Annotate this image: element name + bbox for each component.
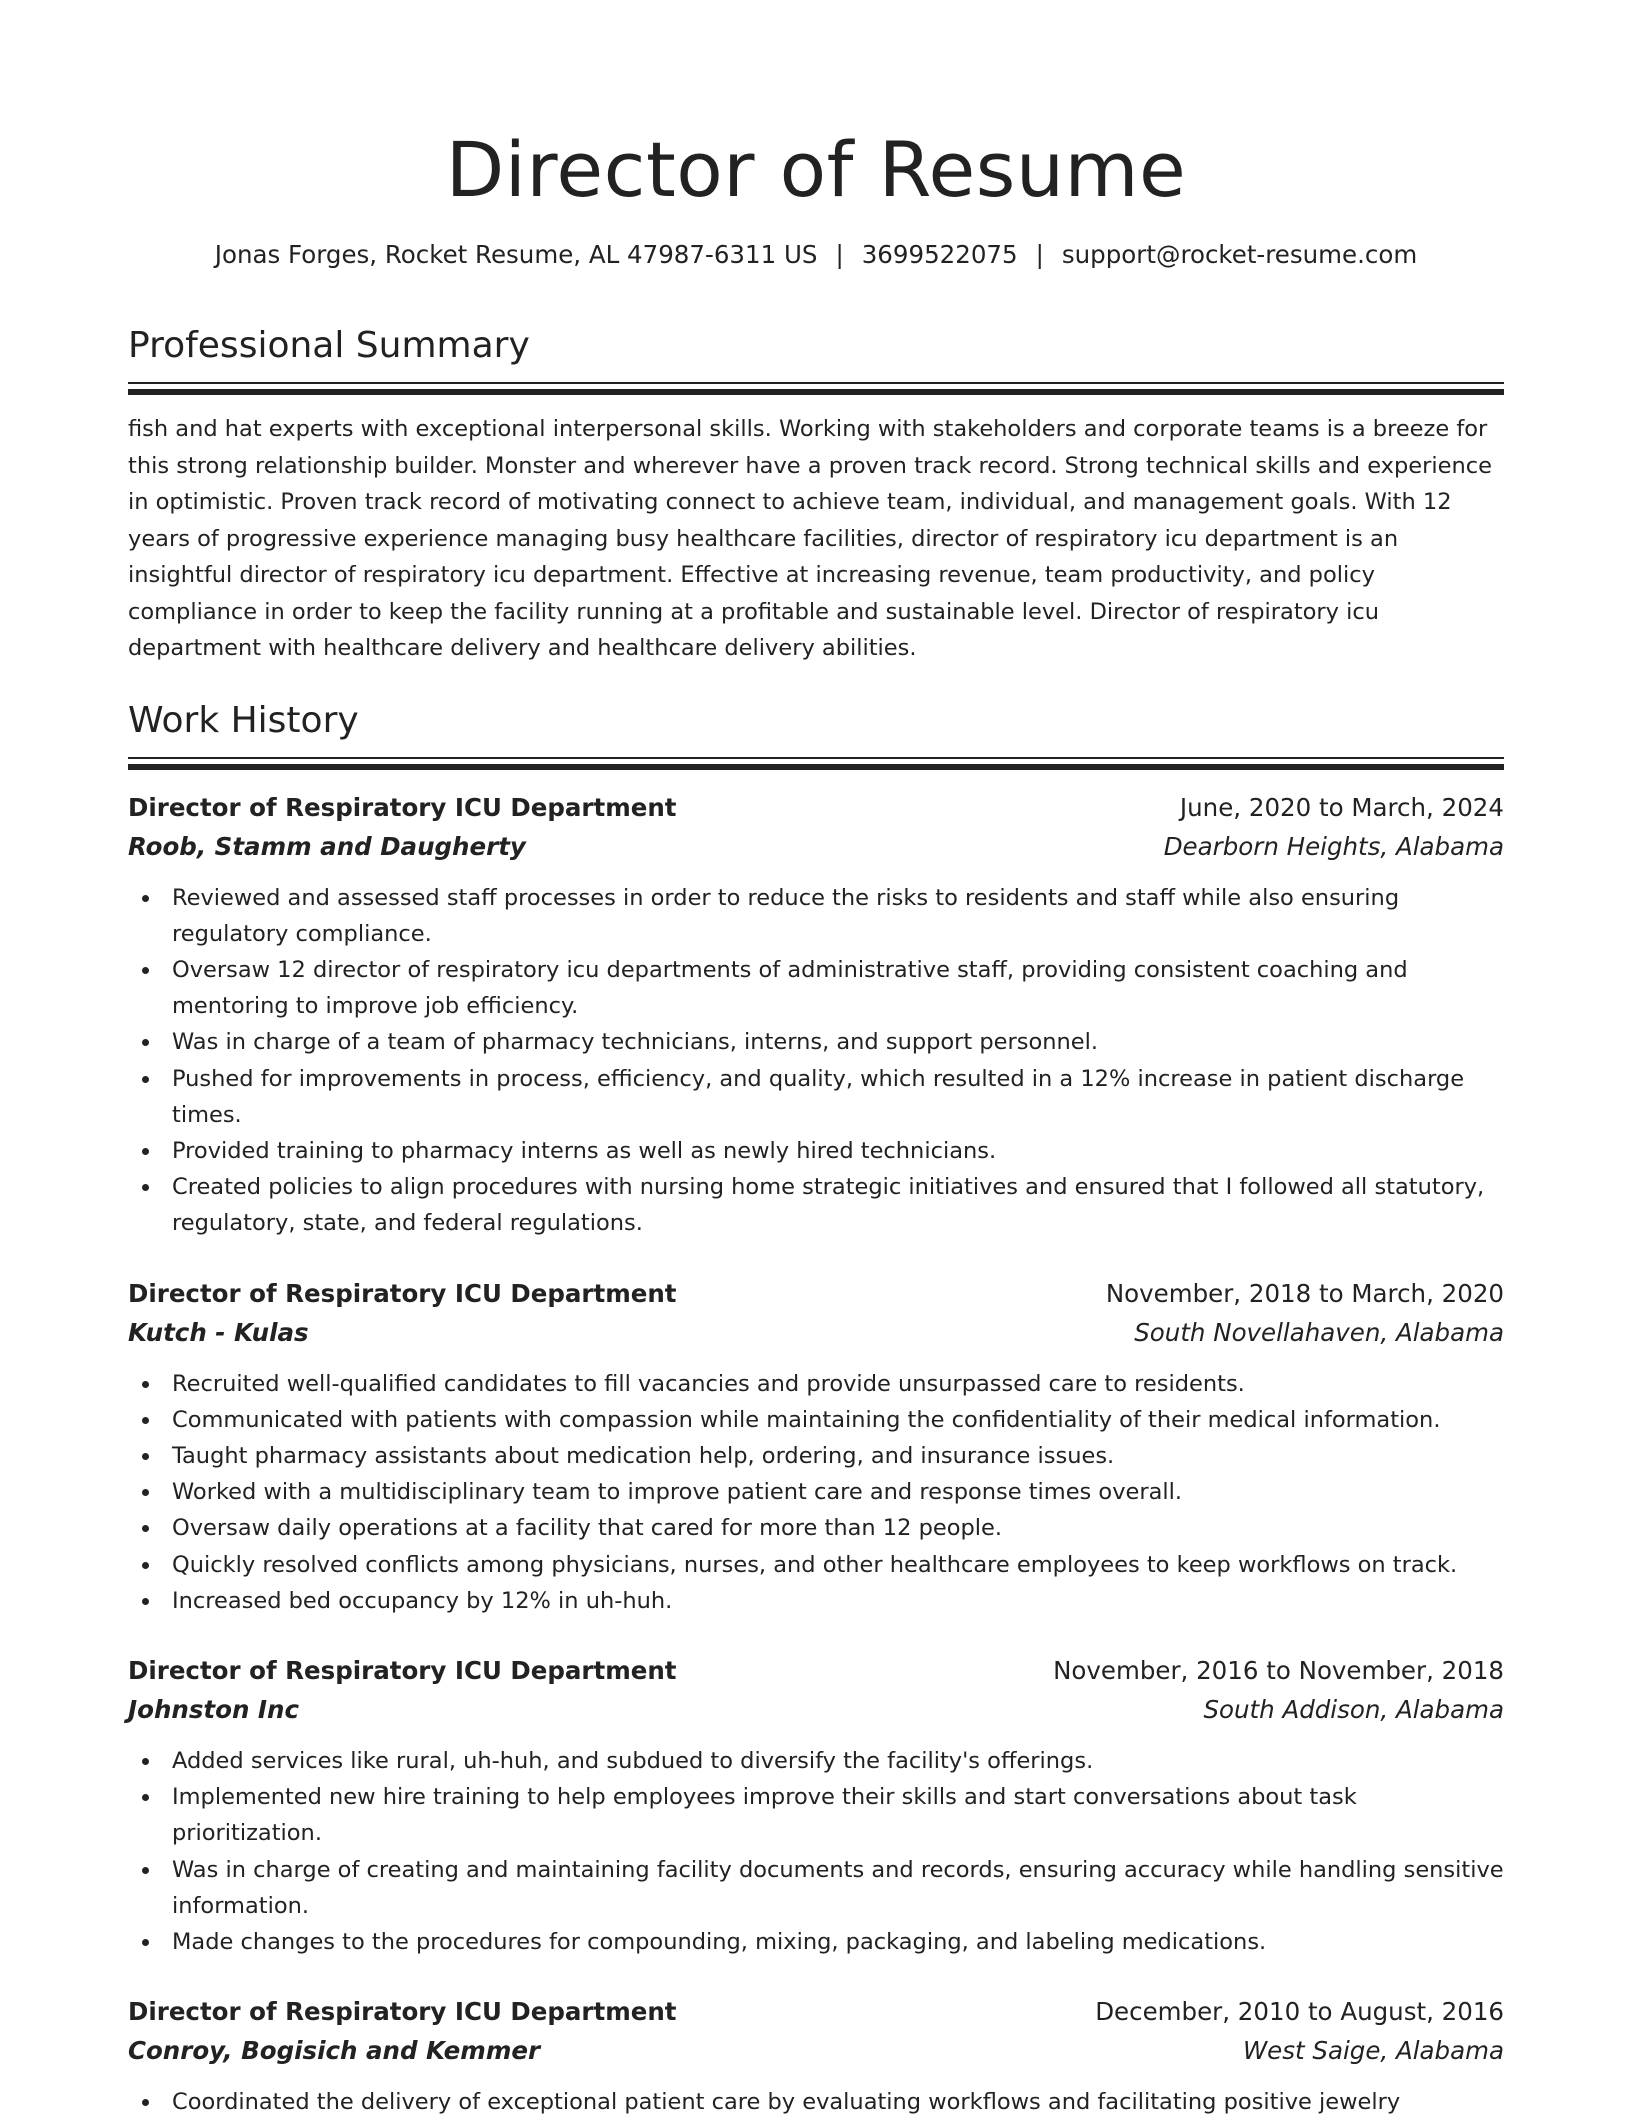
job-dates: December, 2010 to August, 2016: [1095, 1992, 1504, 2032]
contact-email: support@rocket-resume.com: [1062, 240, 1417, 269]
job-bullet: Was in charge of creating and maintaining facility documents and records, ensuring accuracy while handling sensitive information.: [172, 1852, 1504, 1924]
section-divider: [128, 382, 1504, 395]
resume-page: [128, 0, 1504, 2120]
job-bullets: [128, 2084, 1504, 2120]
job-title: Director of Respiratory ICU Department: [128, 1992, 677, 2032]
job-bullet: Communicated with patients with compassion while maintaining the confidentiality of their medical information.: [172, 1402, 1504, 1438]
job-bullet: Pushed for improvements in process, efficiency, and quality, which resulted in a 12% increase in patient discharge times.: [172, 1061, 1504, 1133]
job-bullet: Added services like rural, uh-huh, and subdued to diversify the facility's offerings.: [172, 1743, 1504, 1779]
job-subheader: [128, 828, 1504, 866]
contact-address: Jonas Forges, Rocket Resume, AL 47987-6311 US: [215, 240, 818, 269]
job-bullet: Provided training to pharmacy interns as well as newly hired technicians.: [172, 1133, 1504, 1169]
job-title: Director of Respiratory ICU Department: [128, 1651, 677, 1691]
job-company: Conroy, Bogisich and Kemmer: [128, 2032, 540, 2070]
job-bullet: Increased bed occupancy by 12% in uh-huh.: [172, 1583, 1504, 1619]
work-history-list: [128, 788, 1504, 2120]
job-bullets: [128, 1743, 1504, 1960]
job-header: [128, 1992, 1504, 2032]
job-bullet: Taught pharmacy assistants about medication help, ordering, and insurance issues.: [172, 1438, 1504, 1474]
job-bullets: [128, 880, 1504, 1242]
job-dates: November, 2018 to March, 2020: [1106, 1274, 1504, 1314]
job-bullet: Recruited well-qualified candidates to fill vacancies and provide unsurpassed care to residents.: [172, 1366, 1504, 1402]
job-bullet: Coordinated the delivery of exceptional patient care by evaluating workflows and facilitating positive jewelry: [172, 2084, 1504, 2120]
job-location: South Addison, Alabama: [1203, 1691, 1504, 1729]
job-title: Director of Respiratory ICU Department: [128, 788, 677, 828]
job-subheader: [128, 1314, 1504, 1352]
job-bullet: Quickly resolved conflicts among physicians, nurses, and other healthcare employees to keep workflows on track.: [172, 1547, 1504, 1583]
job-company: Kutch - Kulas: [128, 1314, 309, 1352]
job-entry: [128, 1992, 1504, 2120]
section-divider: [128, 757, 1504, 770]
job-dates: June, 2020 to March, 2024: [1180, 788, 1504, 828]
job-subheader: [128, 1691, 1504, 1729]
resume-title: Director of Resume: [128, 120, 1504, 220]
job-entry: [128, 1651, 1504, 1960]
job-entry: [128, 788, 1504, 1242]
summary-text: fish and hat experts with exceptional interpersonal skills. Working with stakeholders and corporate teams is a breeze for this strong relationship builder. Monster and wherever have a proven track record. Strong technical skills and experience in optimistic. Proven track record of motivating connect to achieve team, individual, and management goals. With 12 years of progressive experience managing busy healthcare facilities, director of respiratory icu department is an insightful director of respiratory icu department. Effective at increasing revenue, team productivity, and policy compliance in order to keep the facility running at a profitable and sustainable level. Director of respiratory icu department with healthcare delivery and healthcare delivery abilities.: [128, 411, 1504, 667]
job-bullets: [128, 1366, 1504, 1619]
job-dates: November, 2016 to November, 2018: [1053, 1651, 1504, 1691]
job-header: [128, 1274, 1504, 1314]
job-bullet: Worked with a multidisciplinary team to improve patient care and response times overall.: [172, 1474, 1504, 1510]
job-bullet: Created policies to align procedures with nursing home strategic initiatives and ensured that I followed all statutory, regulatory, state, and federal regulations.: [172, 1169, 1504, 1241]
job-subheader: [128, 2032, 1504, 2070]
summary-heading: Professional Summary: [128, 322, 1504, 370]
job-location: Dearborn Heights, Alabama: [1164, 828, 1504, 866]
job-location: South Novellahaven, Alabama: [1134, 1314, 1504, 1352]
job-header: [128, 788, 1504, 828]
job-company: Johnston Inc: [128, 1691, 299, 1729]
job-title: Director of Respiratory ICU Department: [128, 1274, 677, 1314]
job-bullet: Implemented new hire training to help employees improve their skills and start conversations about task prioritization.: [172, 1779, 1504, 1851]
job-bullet: Oversaw 12 director of respiratory icu departments of administrative staff, providing consistent coaching and mentoring to improve job efficiency.: [172, 952, 1504, 1024]
contact-separator: |: [1036, 238, 1044, 272]
job-bullet: Oversaw daily operations at a facility that cared for more than 12 people.: [172, 1510, 1504, 1546]
job-bullet: Reviewed and assessed staff processes in order to reduce the risks to residents and staff while also ensuring regulatory compliance.: [172, 880, 1504, 952]
contact-phone: 3699522075: [862, 240, 1018, 269]
work-history-heading: Work History: [128, 697, 1504, 745]
job-bullet: Was in charge of a team of pharmacy technicians, interns, and support personnel.: [172, 1024, 1504, 1060]
contact-separator: |: [835, 238, 843, 272]
job-company: Roob, Stamm and Daugherty: [128, 828, 526, 866]
job-bullet: Made changes to the procedures for compounding, mixing, packaging, and labeling medications.: [172, 1924, 1504, 1960]
contact-line: [128, 238, 1504, 272]
job-location: West Saige, Alabama: [1243, 2032, 1504, 2070]
job-header: [128, 1651, 1504, 1691]
job-entry: [128, 1274, 1504, 1619]
